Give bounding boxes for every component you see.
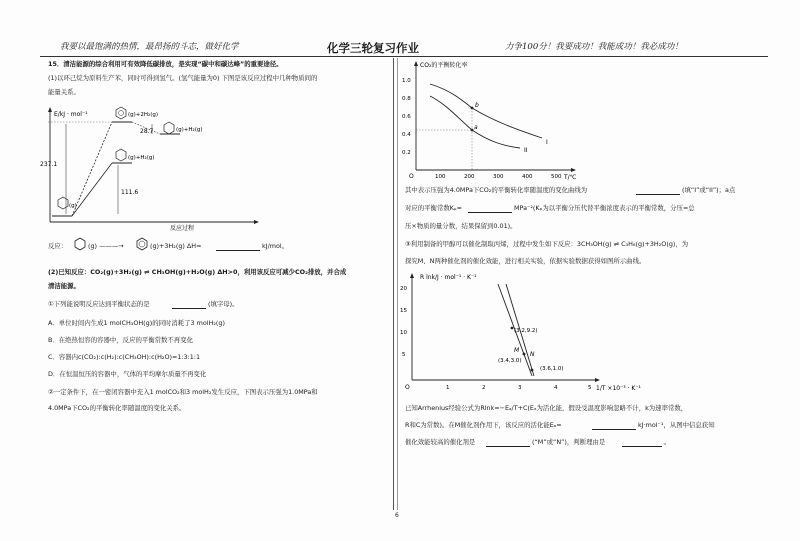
chart2-y-label: R lnk/J · mol⁻¹ · K⁻¹ xyxy=(420,274,477,281)
column-divider xyxy=(393,58,394,510)
q15-part1-line2: 能量关系。 xyxy=(48,88,80,96)
reaction-unit: kJ/mol。 xyxy=(262,242,289,250)
x-tick-100: 100 xyxy=(435,174,446,180)
sub2-line2: 4.0MPa下CO₂的平衡转化率随温度的变化关系。 xyxy=(48,404,186,412)
point-3.2-9.2 xyxy=(511,327,514,330)
chart1-origin: O xyxy=(409,173,414,180)
point-3.6-1.0 xyxy=(531,369,534,372)
arrhenius-chart xyxy=(398,272,641,394)
label-M: M xyxy=(514,347,520,354)
label-pt3: (3.6,1.0) xyxy=(540,366,564,372)
energy-diagram xyxy=(40,104,290,234)
x-tick-500: 500 xyxy=(551,174,562,180)
p1-line2-tail: MPa⁻²(Kₚ为以平衡分压代替平衡浓度表示的平衡常数，分压=总 xyxy=(514,204,695,212)
value-237: 237.1 xyxy=(40,161,58,168)
cyclohexene-icon xyxy=(116,149,126,161)
chart2-x-label: 1/T ×10⁻³ · K⁻¹ xyxy=(596,385,641,392)
chart1-y-label: CO₂的平衡转化率 xyxy=(420,62,468,69)
p3-line3: 催化效能较高的催化剂是 xyxy=(405,438,476,446)
kp-answer-field[interactable] xyxy=(468,206,512,213)
p3-line3-end: 。 xyxy=(664,438,671,446)
p3-line1: 已知Arrhenius经验公式为Rlnk=−Eₐ/T+C(Eₐ为活化能，假设受温度影响忽略不计，k为速率常数， xyxy=(405,404,688,412)
page-title: 化学三轮复习作业 xyxy=(327,41,419,55)
svg-text:(g): (g) xyxy=(69,203,77,209)
p3-line2-tail: kJ·mol⁻¹，从图中信息获知 xyxy=(638,421,715,429)
q2-sub1: ①下列能说明反应达到平衡状态的是 xyxy=(48,300,150,308)
x-tick-300: 300 xyxy=(493,174,504,180)
svg-text:(g)+H₂(g): (g)+H₂(g) xyxy=(128,155,155,161)
reaction-dh: (g)+3H₂(g) ΔH= xyxy=(150,242,202,250)
option-b: B．在绝热恒容的容器中，反应的平衡常数不再变化 xyxy=(48,336,193,344)
catalyst-answer-field[interactable] xyxy=(486,440,530,447)
label-pt2: (3.4,3.0) xyxy=(498,358,522,364)
option-a: A．单位时间内生成1 molCH₃OH(g)的同时消耗了3 molH₂(g) xyxy=(48,319,225,327)
q15-intro: 15．清洁能源的综合利用可有效降低碳排放，是实现“碳中和碳达峰”的重要途径。 xyxy=(48,60,283,68)
y-tick-0.6: 0.6 xyxy=(402,114,411,120)
x-tick-2: 2 xyxy=(482,385,486,391)
p1-line1: 其中表示压强为4.0MPa下CO₂的平衡转化率随温度的变化曲线为 xyxy=(405,186,588,194)
q2-line2: 清洁能源。 xyxy=(48,282,80,290)
curve-answer-field[interactable] xyxy=(636,188,680,195)
y-tick-0.8: 0.8 xyxy=(402,96,411,102)
energy-x-label: 反应过程 xyxy=(170,225,195,232)
y-tick-0.4: 0.4 xyxy=(402,132,411,138)
q2-line1: (2)已知反应：CO₂(g)+3H₂(g) ⇌ CH₃OH(g)+H₂O(g) ΔH>0，利用该反应可减少CO₂排放，并合成 xyxy=(48,268,347,276)
energy-y-label: E/kJ · mol⁻¹ xyxy=(54,111,88,118)
x-tick-200: 200 xyxy=(464,174,475,180)
p1-line2: 对应的平衡常数Kₚ= xyxy=(405,204,463,212)
product-benzene-icon xyxy=(134,236,150,252)
point-3.4-3.0 xyxy=(523,353,526,356)
svg-text:(g)+H₂(g): (g)+H₂(g) xyxy=(176,127,203,133)
ea-answer-field[interactable] xyxy=(592,423,636,430)
value-111: 111.6 xyxy=(121,189,139,196)
x-tick-1: 1 xyxy=(446,385,450,391)
label-a: a xyxy=(474,124,478,131)
option-c: C．容器内c(CO₂):c(H₂):c(CH₃OH):c(H₂O)=1:3:1:1 xyxy=(48,353,201,361)
reaction-label: 反应： xyxy=(48,242,68,250)
reactant-cyclohexane-icon xyxy=(72,236,88,252)
option-d: D．在恒温恒压的容器中，气体的平均摩尔质量不再变化 xyxy=(48,370,207,378)
benzene-icon xyxy=(116,107,126,119)
label-N: N xyxy=(530,351,535,358)
y-tick-10: 10 xyxy=(400,330,407,336)
y-tick-15: 15 xyxy=(400,308,407,314)
p3-line3-tail: (“M”或“N”)，判断理由是 xyxy=(532,438,606,446)
header-rule xyxy=(40,56,768,57)
cyclohexane-icon xyxy=(58,197,68,209)
q2-sub1-tail: (填字母)。 xyxy=(208,300,239,308)
header-motto: 我要以最饱满的热情，最昂扬的斗志，做好化学 xyxy=(60,42,239,52)
reaction-arrow: (g) ———→ xyxy=(88,242,124,250)
p2-line1: ③利用制备的甲醇可以催化制取丙烯，过程中发生如下反应：3CH₃OH(g) ⇌ C₃H₆(g)+3H₂O(g)，为 xyxy=(405,240,689,248)
svg-text:(g)+2H₂(g): (g)+2H₂(g) xyxy=(128,112,159,118)
q15-part1-line1: (1)以环己烷为原料生产苯，同时可得到氢气。(氢气能量为0) 下图是该反应过程中几种物质间的 xyxy=(48,74,318,82)
x-tick-4: 4 xyxy=(554,385,558,391)
sub1-answer-field[interactable] xyxy=(172,302,206,309)
dh-answer-field[interactable] xyxy=(216,244,260,251)
y-tick-5: 5 xyxy=(402,352,406,358)
reason-answer-field[interactable] xyxy=(622,440,662,447)
x-tick-3: 3 xyxy=(518,385,522,391)
label-b: b xyxy=(475,102,479,109)
p2-line2: 探究M、N两种催化剂的催化效能，进行相关实验，依据实验数据获得如图所示曲线。 xyxy=(405,257,646,265)
label-I: I xyxy=(546,139,548,146)
chart1-x-label: T/℃ xyxy=(564,174,577,181)
header-slogan: 力争100分！我要成功！我能成功！我必成功！ xyxy=(505,42,683,52)
p1-line3: 压×物质的量分数，结果保留到0.01)。 xyxy=(405,222,517,230)
y-tick-20: 20 xyxy=(400,286,407,292)
chart2-origin: O xyxy=(405,384,410,391)
y-tick-0.2: 0.2 xyxy=(402,150,411,156)
sub2-line1: ②一定条件下，在一密闭容器中充入1 molCO₂和3 molH₂发生反应，下图表示压强为1.0MPa和 xyxy=(48,388,318,396)
label-II: II xyxy=(524,147,528,154)
x-tick-5: 5 xyxy=(588,385,592,391)
label-pt1: (3.2,9.2) xyxy=(514,328,538,334)
p3-line2: R和C为常数)。在M催化剂作用下，该反应的活化能Eₐ= xyxy=(405,421,562,429)
p1-line1-tail: (填“I”或“II”)；a点 xyxy=(682,186,736,194)
page-number: 6 xyxy=(395,512,399,519)
cyclohexadiene-icon xyxy=(164,122,174,134)
y-tick-1.0: 1.0 xyxy=(402,78,411,84)
value-28: 28.7 xyxy=(140,128,154,135)
x-tick-400: 400 xyxy=(522,174,533,180)
conversion-chart xyxy=(400,58,590,180)
